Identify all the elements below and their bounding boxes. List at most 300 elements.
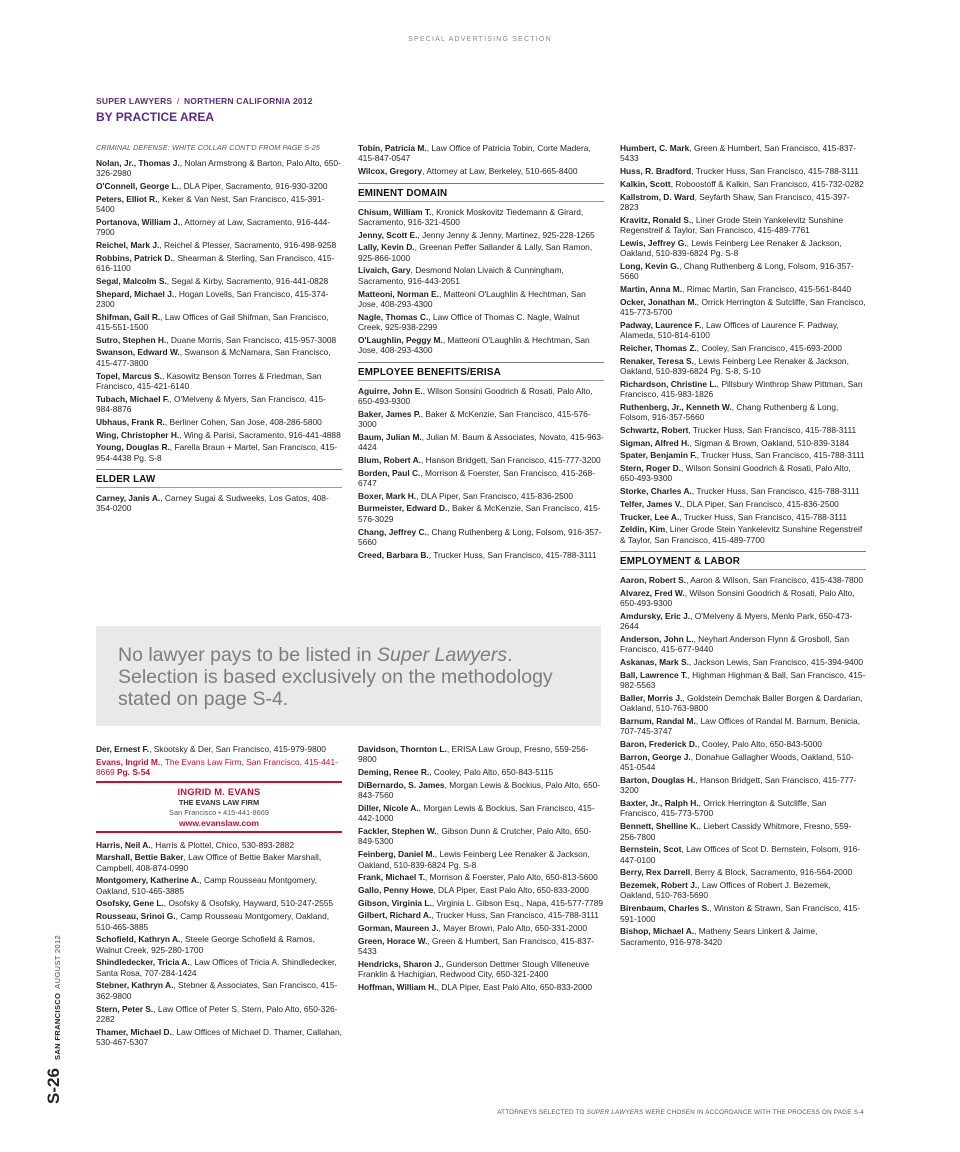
- entry-details: , Trucker Huss, San Francisco, 415-788-3111: [691, 486, 860, 497]
- lawyer-entry: [96, 1004, 342, 1025]
- entry-details: , Attorney at Law, Sacramento, 916-444-7900: [96, 216, 331, 238]
- column-1-top: [96, 143, 342, 516]
- entry-name: Birenbaum, Charles S.: [620, 903, 710, 914]
- footer-note: [497, 1109, 864, 1116]
- entry-details: , DLA Piper, San Francisco, 415-836-2500: [416, 490, 574, 501]
- lawyer-entry: [358, 849, 604, 870]
- kicker-edition: NORTHERN CALIFORNIA 2012: [183, 96, 313, 106]
- entry-details: , Trucker Huss, San Francisco, 415-788-3111: [431, 910, 599, 921]
- entry-name: Deming, Renee R.: [358, 767, 430, 778]
- entry-details: , Nolan Armstrong & Barton, Palo Alto, 650-326-2980: [96, 158, 341, 179]
- entry-name: Blum, Robert A.: [358, 454, 421, 465]
- entry-details: , Kronick Moskovitz Tiedemann & Girard, Sacramento, 916-321-4500: [358, 206, 584, 227]
- lawyer-entry: [620, 670, 866, 691]
- lawyer-entry: [358, 898, 604, 908]
- lawyer-entry: [96, 980, 342, 1001]
- section-heading-employment-labor: EMPLOYMENT & LABOR: [620, 551, 866, 570]
- entry-name: Fackler, Stephen W.: [358, 826, 437, 837]
- lawyer-entry: [96, 744, 342, 754]
- lawyer-entry: [620, 575, 866, 585]
- entry-details: , Gibson Dunn & Crutcher, Palo Alto, 650-849-5300: [358, 826, 592, 847]
- entry-name: Bishop, Michael A.: [620, 926, 695, 937]
- entry-list: [96, 840, 342, 1048]
- lawyer-entry: [358, 143, 604, 164]
- entry-name: Peters, Elliot R.: [96, 193, 158, 204]
- entry-name: Spater, Benjamin F.: [620, 450, 697, 461]
- entry-name: Tobin, Patricia M.: [358, 143, 427, 153]
- lawyer-entry: [358, 872, 604, 882]
- entry-details: , Mayer Brown, Palo Alto, 650-331-2000: [438, 923, 588, 934]
- lawyer-entry: [620, 867, 866, 877]
- entry-details: , Julian M. Baum & Associates, Novato, 415-963-4424: [358, 431, 604, 453]
- entry-details: , Liner Grode Stein Yankelevitz Sunshine Regenstreif & Taylor, San Francisco, 415-489-7761: [620, 214, 844, 236]
- ad-website-link[interactable]: www.evanslaw.com: [178, 817, 260, 828]
- entry-name: Shepard, Michael J.: [96, 288, 175, 299]
- lawyer-entry: [358, 885, 604, 895]
- entry-name: Diller, Nicole A.: [358, 802, 419, 813]
- entry-name: Barnum, Randal M.: [620, 716, 696, 726]
- column-2-bottom: [358, 744, 604, 995]
- entry-name: Sigman, Alfred H.: [620, 437, 690, 448]
- lawyer-entry: [96, 289, 342, 310]
- lawyer-entry: [620, 438, 866, 448]
- lawyer-entry: [620, 166, 866, 176]
- lawyer-entry: [620, 524, 866, 545]
- entry-name: Rousseau, Srinoi G.: [96, 911, 176, 922]
- highlighted-entry: [96, 757, 342, 778]
- lawyer-entry: [96, 240, 342, 250]
- entry-name: Shindledecker, Tricia A.: [96, 957, 190, 968]
- entry-details: , Green & Humbert, San Francisco, 415-837-5433: [620, 143, 856, 164]
- lawyer-entry: [620, 343, 866, 353]
- lawyer-entry: [358, 491, 604, 501]
- lawyer-entry: [358, 803, 604, 824]
- entry-name: Aguirre, John E.: [358, 385, 423, 396]
- ad-location-phone: San Francisco • 415-441-8669: [169, 807, 269, 817]
- lawyer-entry: [358, 910, 604, 920]
- entry-details: , Law Office of Thomas C. Nagle, Walnut Creek, 925-938-2299: [358, 311, 580, 333]
- entry-details: , Sigman & Brown, Oakland, 510-839-3184: [689, 437, 850, 448]
- entry-name: Wilcox, Gregory: [358, 166, 423, 177]
- entry-details: , Swanson & McNamara, San Francisco, 415-477-3800: [96, 347, 331, 368]
- lawyer-entry: [620, 486, 866, 496]
- entry-details: , Berliner Cohen, San Jose, 408-286-5800: [164, 416, 322, 427]
- entry-details: , Liebert Cassidy Whitmore, Fresno, 559-256-7800: [620, 821, 852, 842]
- lawyer-entry: [358, 207, 604, 228]
- entry-details: , Jenny Jenny & Jenny, Martinez, 925-228-1265: [417, 229, 595, 240]
- lawyer-entry: [358, 335, 604, 356]
- lawyer-entry: [620, 739, 866, 749]
- page-number: S-26: [44, 1068, 63, 1104]
- entry-name: Davidson, Thornton L.: [358, 744, 447, 754]
- entry-name: Long, Kevin G.: [620, 260, 680, 271]
- page-title: BY PRACTICE AREA: [96, 110, 215, 124]
- entry-details: , Trucker Huss, San Francisco, 415-788-3111: [696, 450, 865, 461]
- entry-details: , Reichel & Plesser, Sacramento, 916-498-9258: [159, 240, 337, 251]
- entry-details: , Liner Grode Stein Yankelevitz Sunshine Regenstreif & Taylor, San Francisco, 415-489-7700: [620, 524, 863, 545]
- entry-details: , Chang Ruthenberg & Long, Folsom, 916-357-5660: [620, 401, 839, 423]
- lawyer-entry: [620, 499, 866, 509]
- entry-details: , Osofsky & Osofsky, Hayward, 510-247-2555: [163, 898, 334, 909]
- lawyer-entry: [620, 775, 866, 796]
- entry-name: Anderson, John L.: [620, 633, 694, 644]
- lawyer-entry: [358, 780, 604, 801]
- column-1-bottom: [96, 744, 342, 1050]
- entry-details: , Duane Morris, San Francisco, 415-957-3008: [166, 334, 337, 345]
- entry-details: , Winston & Strawn, San Francisco, 415-591-1000: [620, 903, 861, 924]
- entry-list: [96, 744, 342, 754]
- entry-name: Lewis, Jeffrey G.: [620, 237, 687, 248]
- lawyer-entry: [620, 716, 866, 737]
- entry-name: Segal, Malcolm S.: [96, 275, 167, 286]
- entry-details: , Lewis Feinberg Lee Renaker & Jackson, Oakland, 510-839-6824 Pg. S-8: [358, 849, 590, 870]
- lawyer-entry: [358, 744, 604, 765]
- lawyer-entry: [96, 371, 342, 392]
- entry-details: , Trucker Huss, San Francisco, 415-788-3111: [688, 424, 857, 435]
- entry-name: Alvarez, Fred W.: [620, 587, 685, 598]
- lawyer-entry: [358, 409, 604, 430]
- entry-details: , Law Office of Bettie Baker Marshall, Campbell, 408-874-0990: [96, 852, 322, 873]
- entry-list: [96, 493, 342, 514]
- entry-name: Ubhaus, Frank R.: [96, 416, 165, 427]
- lawyer-entry: [620, 379, 866, 400]
- entry-name: Gibson, Virginia L.: [358, 897, 432, 908]
- entry-details: , Pillsbury Winthrop Shaw Pittman, San Francisco, 415-983-1826: [620, 378, 863, 400]
- entry-name: Tubach, Michael F.: [96, 393, 170, 404]
- entry-name: Carney, Janis A.: [96, 493, 161, 504]
- entry-name: Shifman, Gail R.: [96, 311, 161, 322]
- side-date: AUGUST 2012: [53, 935, 62, 989]
- entry-name: Padway, Laurence F.: [620, 319, 702, 330]
- lawyer-entry: [358, 767, 604, 777]
- entry-list: [358, 207, 604, 356]
- entry-details: , O'Melveny & Myers, Menlo Park, 650-473-2644: [620, 610, 853, 632]
- entry-details: , Chang Ruthenberg & Long, Folsom, 916-357-5660: [620, 260, 854, 282]
- entry-name: Jenny, Scott E.: [358, 229, 418, 240]
- entry-name: Chisum, William T.: [358, 206, 432, 217]
- lawyer-entry: [620, 143, 866, 164]
- entry-name: Swanson, Edward W.: [96, 347, 180, 358]
- lawyer-entry: [358, 527, 604, 548]
- entry-details: , Morrison & Foerster, Palo Alto, 650-813-5600: [425, 872, 598, 883]
- lawyer-entry: [358, 312, 604, 333]
- entry-name: Martin, Anna M.: [620, 283, 683, 294]
- entry-name: Bezemek, Robert J.: [620, 880, 698, 891]
- entry-details: , Steele George Schofield & Ramos, Walnut Creek, 925-280-1700: [96, 934, 315, 955]
- entry-name: Hoffman, William H.: [358, 981, 437, 992]
- entry-name: Gallo, Penny Howe: [358, 884, 434, 895]
- entry-details: , Hanson Bridgett, San Francisco, 415-777-3200: [420, 454, 601, 465]
- entry-details: , Skootsky & Der, San Francisco, 415-979-9800: [149, 744, 326, 754]
- entry-name: Humbert, C. Mark: [620, 143, 690, 153]
- disclaimer-part1: No lawyer pays to be listed in: [118, 644, 378, 666]
- entry-name: Ruthenberg, Jr., Kenneth W.: [620, 401, 732, 412]
- lawyer-entry: [96, 181, 342, 191]
- entry-details: , Gunderson Dettmer Stough Villeneuve Franklin & Hachigian, Redwood City, 650-321-2400: [358, 958, 590, 980]
- entry-name: Berry, Rex Darrell: [620, 867, 691, 878]
- entry-details: , Shearman & Sterling, San Francisco, 415-616-1100: [96, 252, 335, 274]
- entry-name: Nolan, Jr., Thomas J.: [96, 158, 180, 168]
- section-banner: SPECIAL ADVERTISING SECTION: [408, 36, 552, 43]
- entry-name: Barton, Douglas H.: [620, 774, 696, 785]
- lawyer-entry: [358, 826, 604, 847]
- entry-name: Burmeister, Edward D.: [358, 503, 448, 514]
- kicker-separator: /: [176, 96, 180, 106]
- entry-details: , DLA Piper, Sacramento, 916-930-3200: [178, 181, 328, 192]
- entry-details: , Baker & McKenzie, San Francisco, 415-576-3000: [358, 408, 591, 430]
- entry-details: , Camp Rousseau Montgomery, Oakland, 510-465-3885: [96, 875, 317, 896]
- entry-name: Kravitz, Ronald S.: [620, 214, 692, 225]
- entry-details: , Berry & Block, Sacramento, 916-564-2000: [690, 867, 853, 878]
- lawyer-entry: [620, 238, 866, 259]
- column-3: [620, 143, 866, 949]
- lawyer-entry: [620, 179, 866, 189]
- lawyer-entry: [96, 194, 342, 215]
- entry-details: , Baker & McKenzie, San Francisco, 415-576-3029: [358, 503, 601, 524]
- entry-details: , Carney Sugai & Sudweeks, Los Gatos, 408-354-0200: [96, 493, 329, 514]
- entry-name: Young, Douglas R.: [96, 442, 170, 453]
- lawyer-entry: [620, 356, 866, 377]
- entry-details: , Law Office of Patricia Tobin, Corte Madera, 415-847-0547: [358, 143, 591, 164]
- entry-details: , Trucker Huss, San Francisco, 415-788-3111: [691, 166, 859, 177]
- entry-name: Reichel, Mark J.: [96, 240, 160, 251]
- entry-details: , DLA Piper, East Palo Alto, 650-833-2000: [433, 884, 589, 895]
- lawyer-entry: [620, 463, 866, 484]
- entry-name: Feinberg, Daniel M.: [358, 849, 435, 860]
- entry-details: , Law Offices of Scot D. Bernstein, Folsom, 916-447-0100: [620, 844, 861, 865]
- entry-details: , Law Offices of Laurence F. Padway, Alameda, 510-814-6100: [620, 319, 839, 341]
- lawyer-entry: [358, 468, 604, 489]
- section-heading-employee-benefits: EMPLOYEE BENEFITS/ERISA: [358, 362, 604, 381]
- entry-details: , Matheny Sears Linkert & Jaime, Sacramento, 916-978-3420: [620, 926, 818, 947]
- entry-name: Zeldin, Kim: [620, 524, 666, 535]
- entry-details: , Harris & Plottel, Chico, 530-893-2882: [150, 839, 295, 850]
- entry-details: , Farella Braun + Martel, San Francisco, 415-954-4438 Pg. S-8: [96, 442, 338, 463]
- section-heading-eminent-domain: EMINENT DOMAIN: [358, 183, 604, 202]
- entry-details: , Wilson Sonsini Goodrich & Rosati, Palo Alto, 650-493-9300: [358, 385, 593, 406]
- entry-details: , Kasowitz Benson Torres & Friedman, San Francisco, 415-421-6140: [96, 370, 322, 391]
- lawyer-entry: [358, 550, 604, 560]
- lawyer-entry: [96, 875, 342, 896]
- lawyer-entry: [620, 512, 866, 522]
- entry-details: , Greenan Peffer Sallander & Lally, San Ramon, 925-866-1000: [358, 242, 593, 263]
- entry-details: , Law Office of Peter S. Stern, Palo Alto, 650-326-2282: [96, 1003, 338, 1024]
- entry-details: , DLA Piper, San Francisco, 415-836-2500: [681, 498, 839, 509]
- lawyer-entry: [358, 386, 604, 407]
- entry-name: Green, Horace W.: [358, 935, 428, 946]
- lawyer-entry: [358, 923, 604, 933]
- entry-name: Matteoni, Norman E.: [358, 288, 439, 299]
- entry-details: , Keker & Van Nest, San Francisco, 415-391-5400: [96, 193, 325, 215]
- entry-name: Chang, Jeffrey C.: [358, 526, 427, 537]
- disclaimer-callout: [96, 626, 601, 726]
- disclaimer-text: [118, 644, 588, 710]
- lawyer-entry: [358, 230, 604, 240]
- entry-details: , The Evans Law Firm, San Francisco, 415-441-8669: [96, 756, 338, 778]
- entry-details: , Hogan Lovells, San Francisco, 415-374-2300: [96, 288, 329, 309]
- entry-details: , Matteoni O'Laughlin & Hechtman, San Jose, 408-293-4300: [358, 288, 586, 309]
- entry-details: , Wing & Parisi, Sacramento, 916-441-4888: [179, 429, 341, 440]
- entry-name: Livaich, Gary: [358, 265, 411, 276]
- entry-name: Robbins, Patrick D.: [96, 252, 173, 263]
- lawyer-entry: [96, 442, 342, 463]
- lawyer-entry: [96, 253, 342, 274]
- entry-name: Renaker, Teresa S.: [620, 355, 694, 366]
- entry-details: , Seyfarth Shaw, San Francisco, 415-397-2823: [620, 191, 850, 212]
- entry-details: , Trucker Huss, San Francisco, 415-788-3111: [428, 549, 597, 560]
- entry-details: , Orrick Herrington & Sutcliffe, San Francisco, 415-773-5700: [620, 798, 827, 819]
- entry-name: Baron, Frederick D.: [620, 739, 698, 750]
- entry-name: O'Connell, George L.: [96, 181, 179, 192]
- entry-name: Borden, Paul C.: [358, 467, 421, 478]
- lawyer-entry: [358, 503, 604, 524]
- lawyer-entry: [620, 450, 866, 460]
- footer-part2: WERE CHOSEN IN ACCORDANCE WITH THE PROCESS ON PAGE S-4: [643, 1109, 864, 1116]
- entry-details: , Law Offices of Michael D. Thamer, Callahan, 530-467-5307: [96, 1026, 342, 1048]
- entry-name: Bennett, Shelline K.: [620, 821, 699, 832]
- entry-details: , Morgan Lewis & Bockius, Palo Alto, 650-843-7560: [358, 779, 601, 801]
- entry-name: Frank, Michael T.: [358, 872, 426, 883]
- lawyer-entry: [96, 898, 342, 908]
- lawyer-entry: [358, 265, 604, 286]
- entry-name: Gilbert, Richard A.: [358, 910, 432, 921]
- entry-name: Kalkin, Scott: [620, 178, 671, 189]
- entry-name: Lally, Kevin D.: [358, 242, 415, 253]
- publication-sideline: [53, 860, 65, 1060]
- lawyer-entry: [96, 394, 342, 415]
- entry-name: Baker, James P.: [358, 408, 421, 419]
- entry-details: , Law Offices of Randal M. Barnum, Benicia, 707-745-3747: [620, 716, 861, 737]
- lawyer-entry: [620, 588, 866, 609]
- lawyer-entry: [358, 936, 604, 957]
- entry-details: , Roboostoff & Kalkin, San Francisco, 415-732-0282: [670, 178, 864, 189]
- lawyer-entry: [620, 425, 866, 435]
- entry-details: , DLA Piper, East Palo Alto, 650-833-2000: [436, 981, 593, 992]
- entry-page-ref: Pg. S-54: [116, 767, 151, 778]
- kicker-publication: SUPER LAWYERS: [96, 96, 173, 106]
- attorney-ad-box: [96, 781, 342, 833]
- lawyer-entry: [96, 840, 342, 850]
- lawyer-entry: [620, 320, 866, 341]
- entry-name: Stern, Roger D.: [620, 463, 681, 474]
- lawyer-entry: [358, 166, 604, 176]
- entry-name: Montgomery, Katherine A.: [96, 875, 200, 886]
- entry-details: , Law Offices of Gail Shifman, San Francisco, 415-551-1500: [96, 311, 329, 333]
- entry-details: , Desmond Nolan Livaich & Cunningham, Sacramento, 916-443-2051: [358, 265, 564, 286]
- entry-details: , Segal & Kirby, Sacramento, 916-441-0828: [166, 275, 329, 286]
- entry-name: Wing, Christopher H.: [96, 429, 180, 440]
- entry-details: , Orrick Herrington & Sutcliffe, San Francisco, 415-773-5700: [620, 296, 866, 318]
- entry-details: , Stebner & Associates, San Francisco, 415-362-9800: [96, 980, 338, 1001]
- entry-details: , Hanson Bridgett, San Francisco, 415-777-3200: [620, 774, 857, 796]
- lawyer-entry: [620, 693, 866, 714]
- entry-details: , Morrison & Foerster, San Francisco, 415-268-6747: [358, 467, 595, 489]
- entry-name: Topel, Marcus S.: [96, 370, 162, 381]
- entry-details: , Donahue Gallagher Woods, Oakland, 510-451-0544: [620, 751, 854, 773]
- lawyer-entry: [96, 417, 342, 427]
- lawyer-entry: [96, 347, 342, 368]
- lawyer-entry: [620, 611, 866, 632]
- lawyer-entry: [358, 432, 604, 453]
- lawyer-entry: [620, 297, 866, 318]
- entry-name: Ocker, Jonathan M.: [620, 296, 697, 307]
- entry-name: Storke, Charles A.: [620, 486, 692, 497]
- entry-name: Schofield, Kathryn A.: [96, 934, 181, 945]
- entry-name: DiBernardo, S. James: [358, 779, 445, 790]
- entry-list: [358, 143, 604, 177]
- entry-details: , Wilson Sonsini Goodrich & Rosati, Palo Alto, 650-493-9300: [620, 587, 855, 609]
- lawyer-entry: [96, 312, 342, 333]
- entry-name: Ball, Lawrence T.: [620, 669, 688, 680]
- entry-details: , Camp Rousseau Montgomery, Oakland, 510-465-3885: [96, 911, 330, 932]
- entry-name: Harris, Neil A.: [96, 839, 151, 850]
- continued-label: CRIMINAL DEFENSE: WHITE COLLAR CONT'D FROM PAGE S-25: [96, 143, 320, 152]
- ad-attorney-name: INGRID M. EVANS: [177, 785, 261, 797]
- entry-name: Osofsky, Gene L.: [96, 898, 164, 909]
- entry-name: Creed, Barbara B.: [358, 549, 429, 560]
- entry-details: , Trucker Huss, San Francisco, 415-788-3111: [679, 511, 848, 522]
- entry-details: , Law Offices of Tricia A. Shindledecker, Santa Rosa, 707-284-1424: [96, 957, 337, 978]
- entry-details: , Wilson Sonsini Goodrich & Rosati, Palo Alto, 650-493-9300: [620, 463, 851, 484]
- ad-firm-name: THE EVANS LAW FIRM: [178, 797, 260, 807]
- entry-details: , Lewis Feinberg Lee Renaker & Jackson, Oakland, 510-839-6824 Pg. S-8: [620, 237, 842, 259]
- entry-details: , Rimac Martin, San Francisco, 415-561-8440: [682, 283, 852, 294]
- lawyer-entry: [620, 880, 866, 901]
- lawyer-entry: [96, 852, 342, 873]
- entry-name: Barron, George J.: [620, 751, 691, 762]
- entry-name: O'Laughlin, Peggy M.: [358, 334, 443, 345]
- entry-name: Der, Ernest F.: [96, 744, 150, 754]
- entry-name: Aaron, Robert S.: [620, 575, 687, 586]
- entry-details: , Law Offices of Robert J. Bezemek, Oakland, 510-763-5690: [620, 880, 831, 901]
- entry-name: Stebner, Kathryn A.: [96, 980, 174, 991]
- entry-name: Stern, Peter S.: [96, 1003, 154, 1014]
- entry-name: Kallstrom, D. Ward: [620, 191, 695, 202]
- lawyer-entry: [620, 798, 866, 819]
- entry-list: [620, 143, 866, 545]
- entry-details: , Aaron & Wilson, San Francisco, 415-438-7800: [686, 575, 863, 586]
- entry-name: Baxter, Jr., Ralph H.: [620, 798, 699, 809]
- lawyer-entry: [620, 192, 866, 213]
- lawyer-entry: [96, 493, 342, 514]
- entry-name: Huss, R. Bradford: [620, 166, 692, 177]
- lawyer-entry: [358, 959, 604, 980]
- lawyer-entry: [96, 911, 342, 932]
- entry-name: Boxer, Mark H.: [358, 490, 417, 501]
- lawyer-entry: [620, 657, 866, 667]
- footer-publication: SUPER LAWYERS: [586, 1109, 644, 1116]
- lawyer-entry: [358, 455, 604, 465]
- entry-name: Reicher, Thomas Z.: [620, 342, 697, 353]
- entry-list: [358, 386, 604, 560]
- entry-details: , Cooley, Palo Alto, 650-843-5000: [697, 739, 822, 750]
- lawyer-entry: [620, 752, 866, 773]
- entry-list: [620, 575, 866, 947]
- entry-name: Bernstein, Scot: [620, 844, 682, 855]
- lawyer-entry: [620, 284, 866, 294]
- lawyer-entry: [96, 957, 342, 978]
- lawyer-entry: [96, 335, 342, 345]
- entry-details: , Morgan Lewis & Bockius, San Francisco, 415-442-1000: [358, 802, 595, 824]
- entry-details: , Jackson Lewis, San Francisco, 415-394-9400: [688, 657, 864, 668]
- lawyer-entry: [358, 982, 604, 992]
- entry-details: , Matteoni O'Laughlin & Hechtman, San Jose, 408-293-4300: [358, 334, 590, 356]
- lawyer-entry: [620, 844, 866, 865]
- lawyer-entry: [96, 1027, 342, 1048]
- lawyer-entry: [620, 402, 866, 423]
- entry-name: Telfer, James V.: [620, 498, 682, 509]
- lawyer-entry: [620, 261, 866, 282]
